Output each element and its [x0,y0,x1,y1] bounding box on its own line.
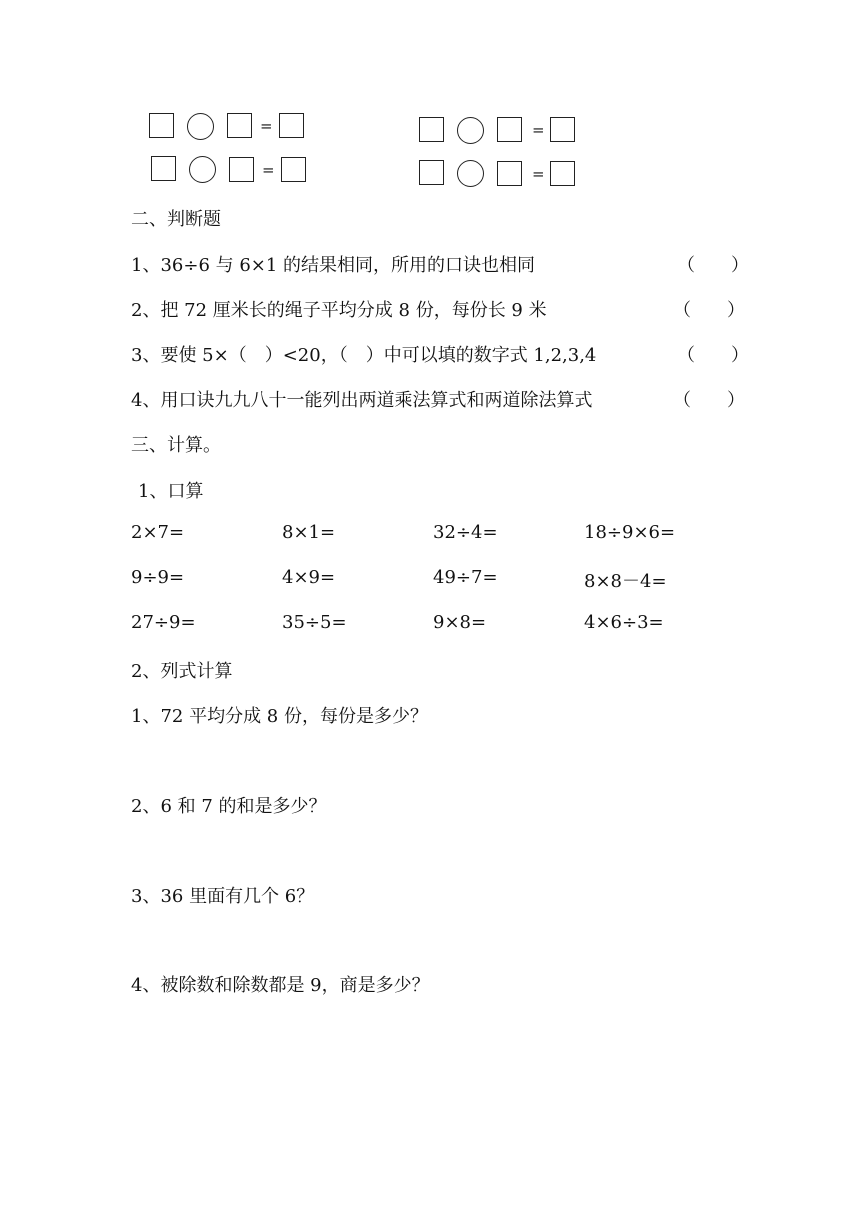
section-heading-judgement: 二、判断题 [131,209,221,230]
answer-box[interactable] [281,157,306,182]
operator-circle[interactable] [457,117,484,144]
oral-calc-problem: 9×8= [433,612,487,633]
answer-box[interactable] [151,156,176,181]
oral-calc-label: 1、口算 [138,481,204,502]
equals-sign: = [532,165,545,183]
answer-box[interactable] [550,161,575,186]
answer-box[interactable] [279,113,304,138]
judgement-answer-blank-4[interactable]: （ ） [673,390,745,411]
equals-sign: = [262,161,275,179]
equals-sign: = [260,117,273,135]
operator-circle[interactable] [457,160,484,187]
written-calc-label: 2、列式计算 [131,661,233,682]
operator-circle[interactable] [187,113,214,140]
oral-calc-problem: 8×8－4= [584,571,667,592]
judgement-answer-blank-3[interactable]: （ ） [677,345,749,366]
judgement-item-3: 3、要使 5×（ ）<20，（ ）中可以填的数字式 1,2,3,4 [131,345,597,366]
oral-calc-problem: 4×9= [282,567,336,588]
answer-box[interactable] [229,157,254,182]
answer-box[interactable] [419,160,444,185]
oral-calc-problem: 27÷9= [131,612,196,633]
written-calc-question-1: 1、72 平均分成 8 份，每份是多少？ [131,706,428,727]
answer-box[interactable] [149,113,174,138]
section-heading-calculation: 三、计算。 [131,435,221,456]
written-calc-question-3: 3、36 里面有几个 6？ [131,886,315,907]
judgement-item-4: 4、用口诀九九八十一能列出两道乘法算式和两道除法算式 [131,390,593,411]
judgement-answer-blank-2[interactable]: （ ） [673,300,745,321]
operator-circle[interactable] [189,156,216,183]
judgement-item-1: 1、36÷6 与 6×1 的结果相同，所用的口诀也相同 [131,255,536,276]
answer-box[interactable] [419,117,444,142]
written-calc-question-4: 4、被除数和除数都是 9，商是多少？ [131,975,430,996]
oral-calc-problem: 49÷7= [433,567,498,588]
oral-calc-problem: 18÷9×6= [584,522,676,543]
judgement-answer-blank-1[interactable]: （ ） [677,255,749,276]
answer-box[interactable] [227,113,252,138]
answer-box[interactable] [497,117,522,142]
equals-sign: = [532,121,545,139]
judgement-item-2: 2、把 72 厘米长的绳子平均分成 8 份，每份长 9 米 [131,300,547,321]
oral-calc-problem: 2×7= [131,522,185,543]
oral-calc-problem: 35÷5= [282,612,347,633]
oral-calc-problem: 4×6÷3= [584,612,664,633]
oral-calc-problem: 9÷9= [131,567,185,588]
answer-box[interactable] [550,117,575,142]
written-calc-question-2: 2、6 和 7 的和是多少？ [131,796,327,817]
oral-calc-problem: 32÷4= [433,522,498,543]
answer-box[interactable] [497,161,522,186]
oral-calc-problem: 8×1= [282,522,336,543]
